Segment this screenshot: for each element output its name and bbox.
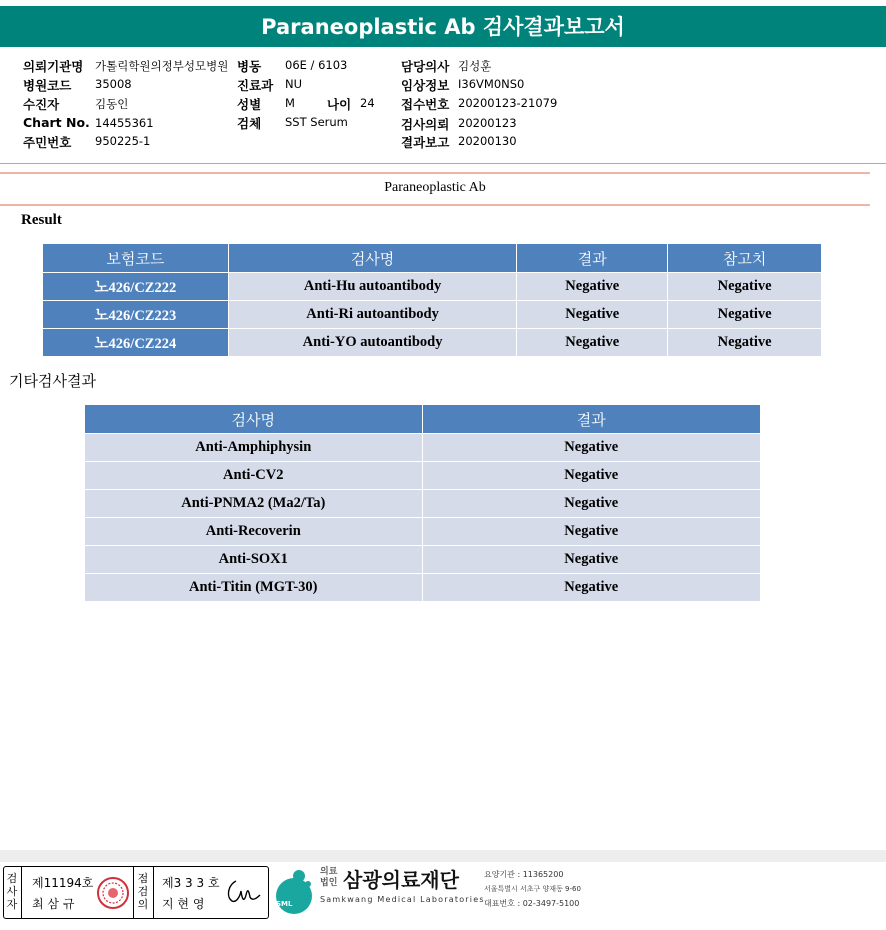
insurance-code-cell: 노426/CZ222 — [43, 273, 229, 301]
institution-code-text: 요양기관 : 11365200 — [484, 870, 564, 879]
table-row — [85, 574, 761, 602]
table-header-row — [43, 244, 822, 273]
table-row — [43, 301, 822, 329]
insurance-code-cell: 노426/CZ223 — [43, 301, 229, 329]
examiner-license-no: 제11194호 — [32, 876, 94, 890]
result-cell: Negative — [517, 273, 668, 301]
column-header: 검사명 — [85, 405, 423, 434]
reference-cell: Negative — [668, 273, 822, 301]
receipt-no-label: 접수번호 — [401, 97, 450, 112]
clinical-info-value: I36VM0NS0 — [458, 77, 525, 91]
official-seal-icon — [96, 876, 130, 910]
column-header: 검사명 — [228, 244, 517, 273]
report-name: Paraneoplastic Ab — [384, 180, 486, 195]
hospital-code-value: 35008 — [95, 77, 132, 91]
receipt-no-value: 20200123-21079 — [458, 96, 558, 110]
institution-label: 의뢰기관명 — [23, 59, 84, 74]
other-result-table — [84, 404, 761, 602]
main-result-table — [42, 243, 822, 357]
logo-name: 삼광의료재단 — [343, 868, 459, 892]
test-name-cell: Anti-CV2 — [85, 462, 423, 490]
patient-info-block — [0, 55, 886, 163]
table-row — [85, 462, 761, 490]
patient-value: 김동인 — [95, 97, 129, 111]
logo-abbrev: SML — [276, 900, 293, 908]
column-header: 결과 — [422, 405, 760, 434]
divider — [0, 163, 886, 164]
sex-label: 성별 — [237, 97, 262, 112]
age-value: 24 — [360, 96, 375, 110]
checker-name: 지 현 영 — [162, 897, 205, 911]
doctor-value: 김성훈 — [458, 59, 492, 73]
divider — [0, 172, 870, 174]
test-name-cell: Anti-Amphiphysin — [85, 434, 423, 462]
age-label: 나이 — [327, 97, 352, 112]
column-header: 보험코드 — [43, 244, 229, 273]
reference-cell: Negative — [668, 301, 822, 329]
report-date-label: 결과보고 — [401, 135, 450, 150]
result-cell: Negative — [422, 574, 760, 602]
patient-label: 수진자 — [23, 97, 60, 112]
result-cell: Negative — [517, 301, 668, 329]
specimen-value: SST Serum — [285, 115, 348, 129]
hospital-code-label: 병원코드 — [23, 78, 72, 93]
institution-value: 가톨릭학원의정부성모병원 — [95, 59, 229, 73]
phone-text: 대표번호 : 02-3497-5100 — [484, 899, 580, 908]
test-name-cell: Anti-Titin (MGT-30) — [85, 574, 423, 602]
test-name-cell: Anti-Hu autoantibody — [228, 273, 517, 301]
table-header-row — [85, 405, 761, 434]
report-title: Paraneoplastic Ab 검사결과보고서 — [0, 6, 886, 47]
result-cell: Negative — [422, 434, 760, 462]
result-cell: Negative — [422, 518, 760, 546]
signature-icon — [224, 877, 262, 907]
checker-license-no: 제3 3 3 호 — [162, 876, 220, 890]
signature-box — [3, 866, 269, 919]
checker-label: 점검의 — [137, 872, 149, 911]
divider — [133, 867, 134, 918]
sml-logo-icon — [270, 866, 318, 916]
result-cell: Negative — [422, 462, 760, 490]
column-header: 참고치 — [668, 244, 822, 273]
result-cell: Negative — [422, 546, 760, 574]
resident-id-label: 주민번호 — [23, 135, 72, 150]
table-row — [43, 273, 822, 301]
result-cell: Negative — [422, 490, 760, 518]
test-name-cell: Anti-SOX1 — [85, 546, 423, 574]
result-heading: Result — [21, 212, 62, 228]
test-name-cell: Anti-PNMA2 (Ma2/Ta) — [85, 490, 423, 518]
examiner-name: 최 삼 규 — [32, 897, 75, 911]
reference-cell: Negative — [668, 329, 822, 357]
chart-no-value: 14455361 — [95, 116, 154, 130]
request-date-value: 20200123 — [458, 116, 517, 130]
clinical-info-label: 임상정보 — [401, 78, 450, 93]
request-date-label: 검사의뢰 — [401, 117, 450, 132]
ward-label: 병동 — [237, 59, 262, 74]
test-name-cell: Anti-Recoverin — [85, 518, 423, 546]
address-text: 서울특별시 서초구 양재동 9-60 — [484, 885, 581, 893]
other-results-heading: 기타검사결과 — [9, 372, 96, 390]
divider — [153, 867, 154, 918]
report-date-value: 20200130 — [458, 134, 517, 148]
table-row — [85, 490, 761, 518]
department-value: NU — [285, 77, 303, 91]
table-row — [85, 434, 761, 462]
doctor-label: 담당의사 — [401, 59, 450, 74]
result-cell: Negative — [517, 329, 668, 357]
ward-value: 06E / 6103 — [285, 58, 348, 72]
column-header: 결과 — [517, 244, 668, 273]
table-row — [43, 329, 822, 357]
examiner-label: 검사자 — [6, 872, 18, 911]
table-row — [85, 518, 761, 546]
resident-id-value: 950225-1 — [95, 134, 151, 148]
logo-english: Samkwang Medical Laboratories — [320, 895, 485, 904]
divider — [0, 204, 870, 206]
divider — [21, 867, 22, 918]
test-name-cell: Anti-Ri autoantibody — [228, 301, 517, 329]
chart-no-label: Chart No. — [23, 115, 90, 130]
test-name-cell: Anti-YO autoantibody — [228, 329, 517, 357]
footer-divider — [0, 850, 886, 862]
department-label: 진료과 — [237, 78, 274, 93]
specimen-label: 검체 — [237, 116, 262, 131]
sex-value: M — [285, 96, 295, 110]
insurance-code-cell: 노426/CZ224 — [43, 329, 229, 357]
logo-prefix: 의료법인 — [320, 867, 338, 888]
table-row — [85, 546, 761, 574]
